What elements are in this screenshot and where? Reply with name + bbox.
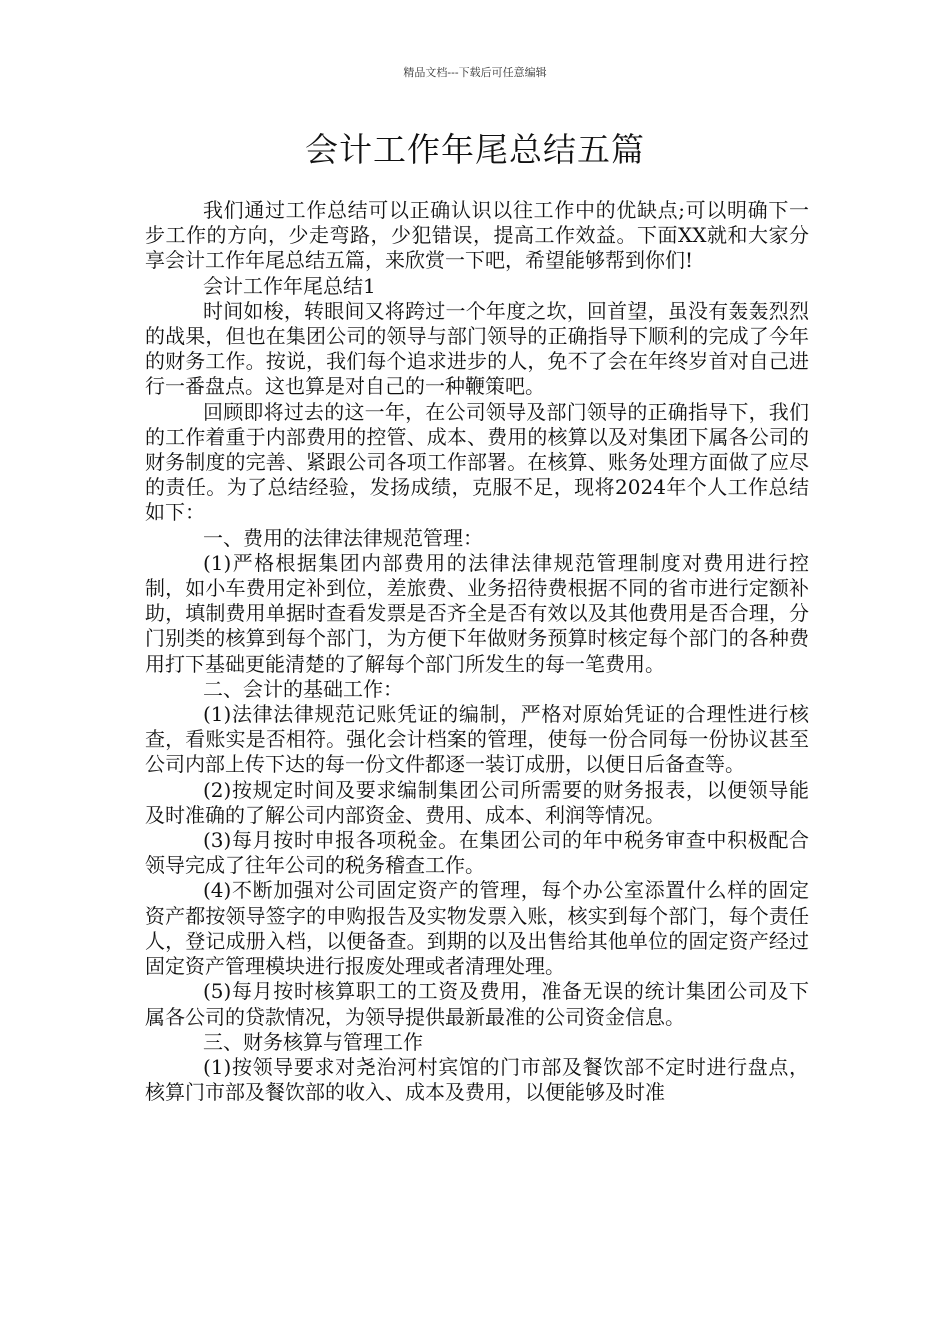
section-heading: 三、财务核算与管理工作: [203, 1029, 423, 1054]
paragraph: (3)每月按时申报各项税金。在集团公司的年中税务审查中积极配合领导完成了往年公司的税务稽查工作。: [145, 828, 809, 878]
document-body: [145, 198, 809, 1105]
section-heading: 一、费用的法律法律规范管理：: [203, 525, 483, 550]
paragraph: (5)每月按时核算职工的工资及费用，准备无误的统计集团公司及下属各公司的贷款情况，为领导提供最新最准的公司资金信息。: [145, 979, 809, 1029]
section-heading: 二、会计的基础工作：: [203, 676, 403, 701]
paragraph: 时间如梭，转眼间又将跨过一个年度之坎，回首望，虽没有轰轰烈烈的战果，但也在集团公司的领导与部门领导的正确指导下顺利的完成了今年的财务工作。按说，我们每个追求进步的人，免不了会在年终岁首对自己进行一番盘点。这也算是对自己的一种鞭策吧。: [145, 298, 809, 399]
paragraph: 回顾即将过去的这一年，在公司领导及部门领导的正确指导下，我们的工作着重于内部费用的控管、成本、费用的核算以及对集团下属各公司的财务制度的完善、紧跟公司各项工作部署。在核算、账务处理方面做了应尽的责任。为了总结经验，发扬成绩，克服不足，现将2024年个人工作总结如下：: [145, 399, 809, 525]
paragraph: (1)严格根据集团内部费用的法律法律规范管理制度对费用进行控制，如小车费用定补到位，差旅费、业务招待费根据不同的省市进行定额补助，填制费用单据时查看发票是否齐全是否有效以及其他费用是否合理，分门别类的核算到每个部门，为方便下年做财务预算时核定每个部门的各种费用打下基础更能清楚的了解每个部门所发生的每一笔费用。: [145, 550, 809, 676]
paragraph: (4)不断加强对公司固定资产的管理，每个办公室添置什么样的固定资产都按领导签字的申购报告及实物发票入账，核实到每个部门，每个责任人，登记成册入档，以便备查。到期的以及出售给其他单位的固定资产经过固定资产管理模块进行报废处理或者清理处理。: [145, 878, 809, 979]
document-title: 会计工作年尾总结五篇: [305, 130, 645, 169]
header-note: 精品文档---下载后可任意编辑: [403, 66, 547, 79]
paragraph: (2)按规定时间及要求编制集团公司所需要的财务报表，以便领导能及时准确的了解公司内部资金、费用、成本、利润等情况。: [145, 777, 809, 827]
section-heading: 会计工作年尾总结1: [203, 273, 376, 298]
paragraph: (1)法律法律规范记账凭证的编制，严格对原始凭证的合理性进行核查，看账实是否相符。强化会计档案的管理，使每一份合同每一份协议甚至公司内部上传下达的每一份文件都逐一装订成册，以便日后备查等。: [145, 702, 809, 777]
intro-paragraph: 我们通过工作总结可以正确认识以往工作中的优缺点;可以明确下一步工作的方向，少走弯路，少犯错误，提高工作效益。下面XX就和大家分享会计工作年尾总结五篇，来欣赏一下吧，希望能够帮到你们!: [145, 198, 809, 273]
paragraph: (1)按领导要求对尧治河村宾馆的门市部及餐饮部不定时进行盘点，核算门市部及餐饮部的收入、成本及费用，以便能够及时准: [145, 1054, 809, 1105]
